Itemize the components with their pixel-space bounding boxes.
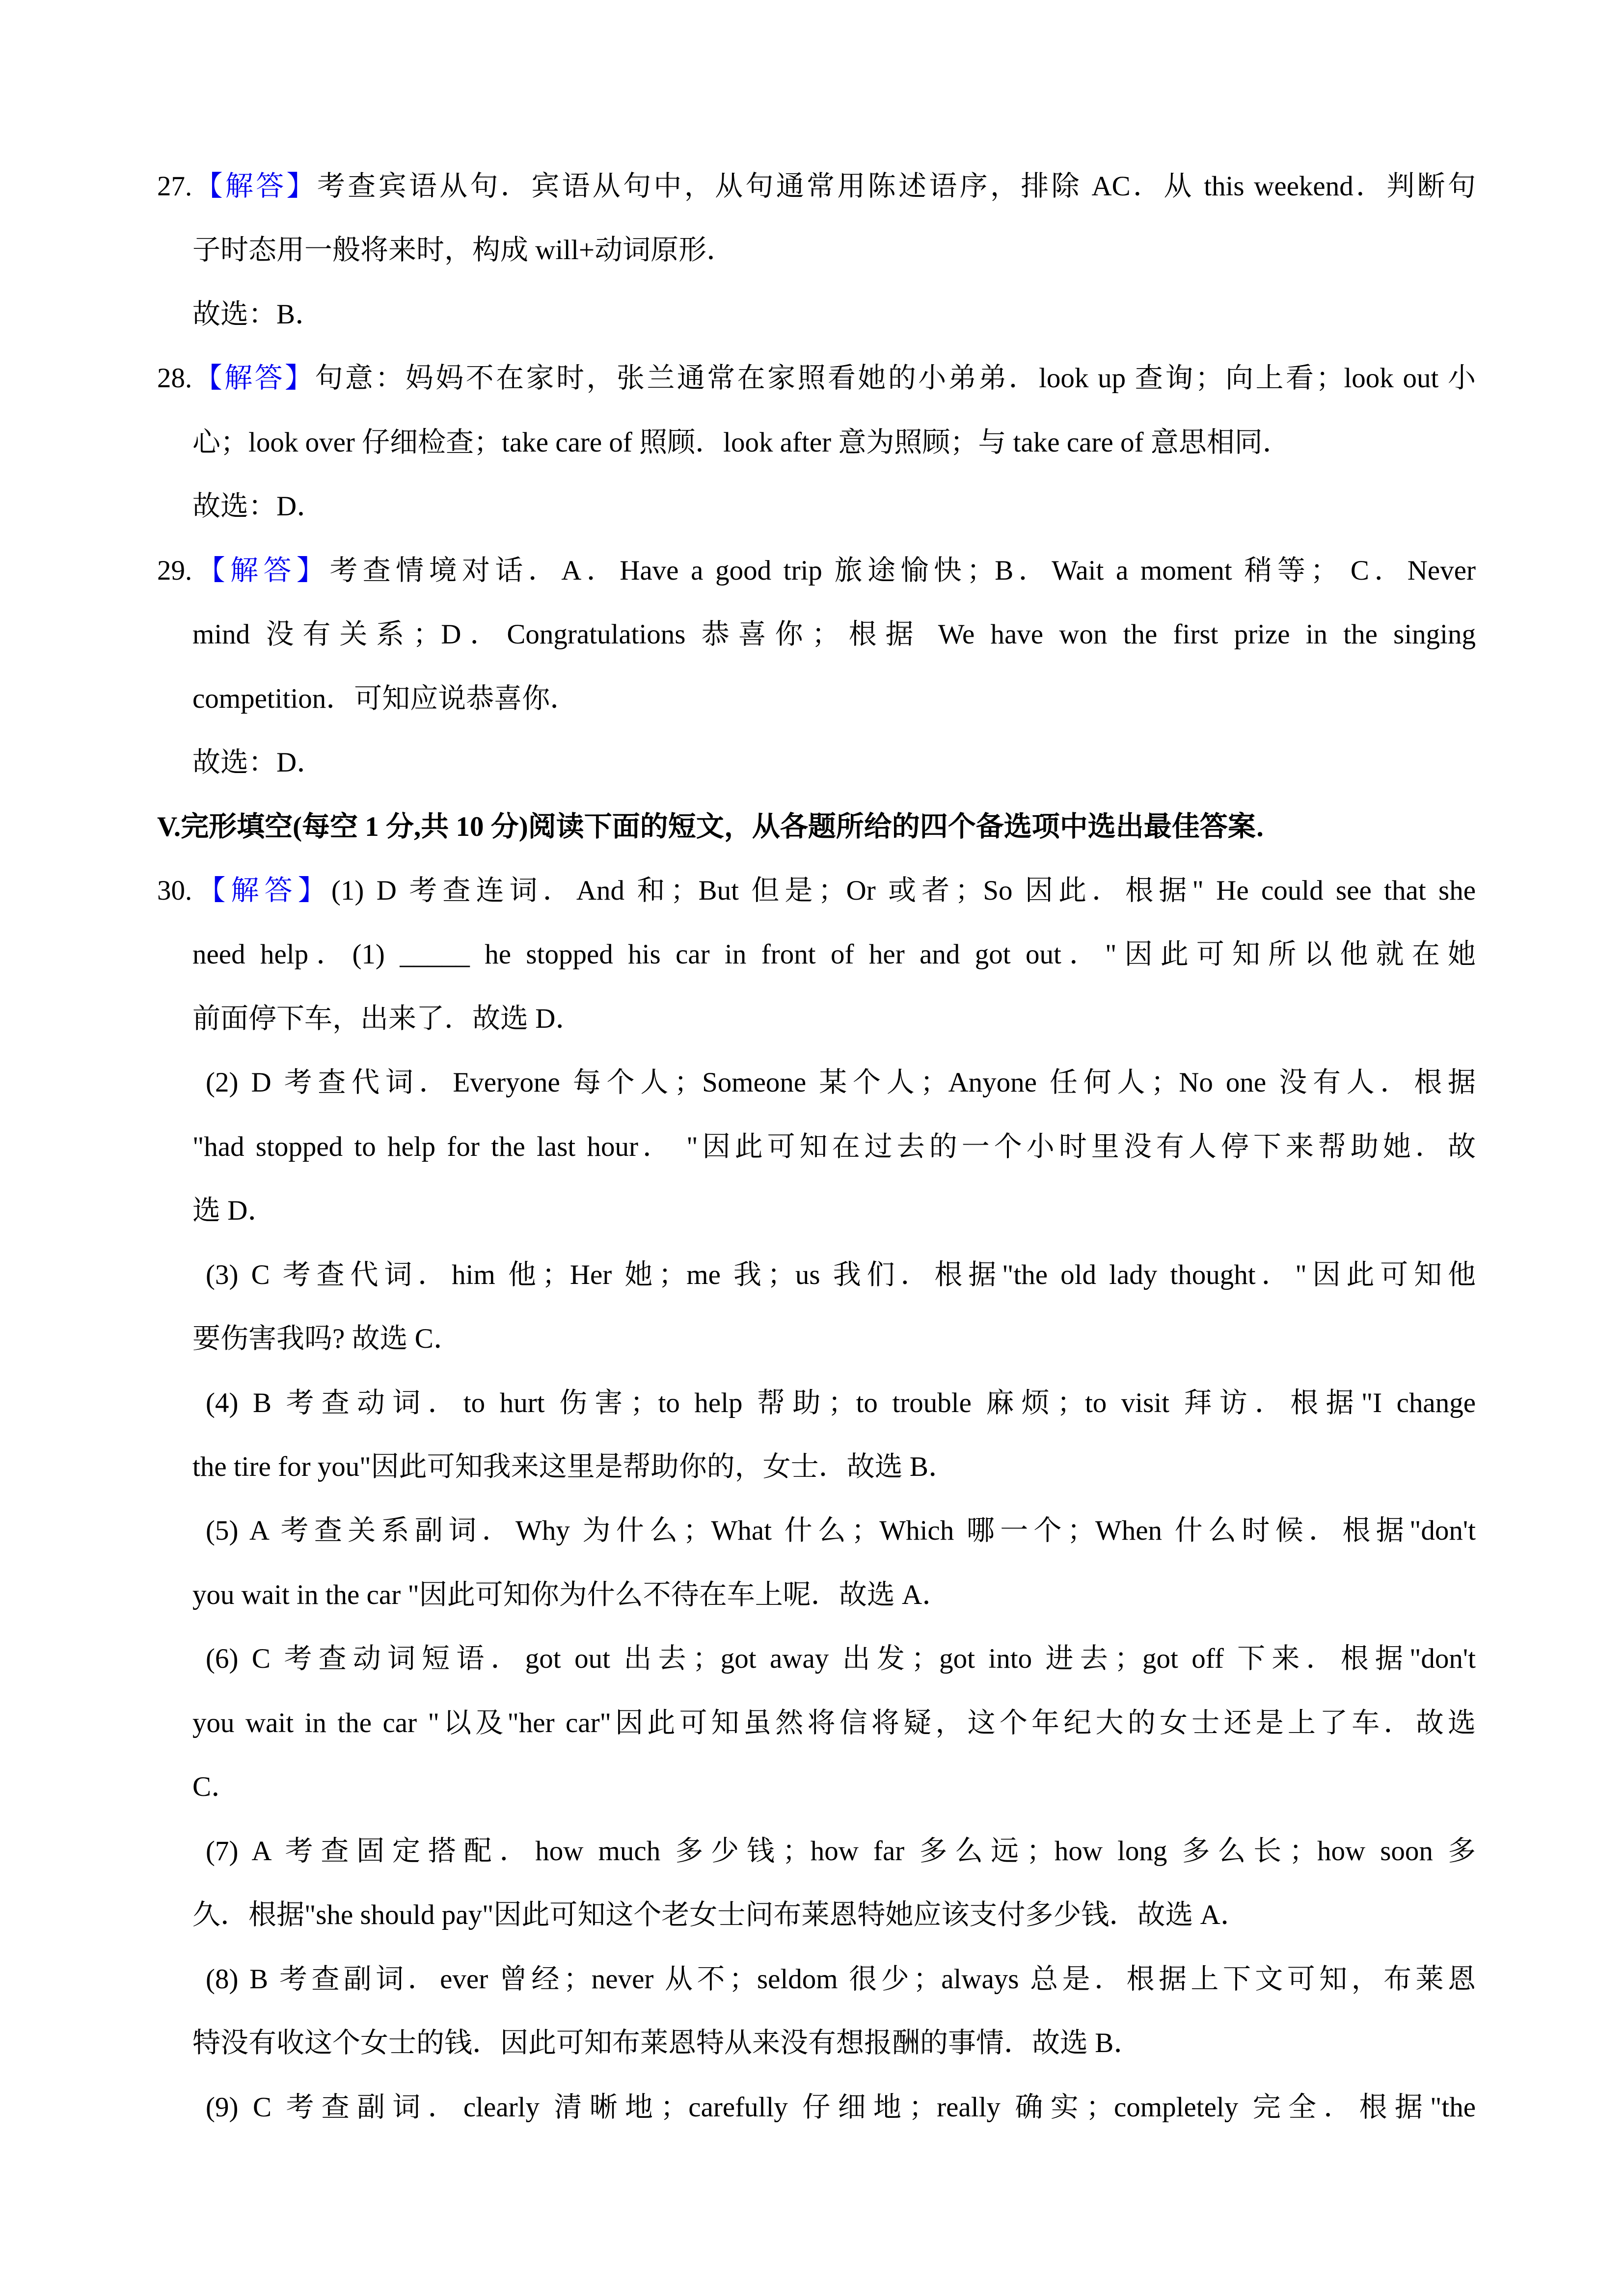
answer-text: 句意：妈妈不在家时，张兰通常在家照看她的小弟弟．look up 查询；向上看；look out 小	[315, 363, 1476, 394]
question-number: 29.	[157, 555, 192, 586]
answer-30-part-2-line-1: (2) D 考查代词．Everyone 每个人；Someone 某个人；Anyone 任何人；No one 没有人．根据	[206, 1067, 1476, 1098]
answer-30-part-7-line-2: 久．根据"she should pay"因此可知这个老女士问布莱恩特她应该支付多少钱．故选 A．	[192, 1899, 1248, 1930]
answer-30-part-6-line-1: (6) C 考查动词短语．got out 出去；got away 出发；got into 进去；got off 下来．根据"don't	[206, 1643, 1476, 1674]
answer-30-part-2-line-3: 选 D．	[192, 1195, 276, 1226]
answer-28-line-1	[157, 347, 1476, 410]
answer-label: 【解答】	[192, 171, 317, 202]
answer-30-part-3-line-2: 要伤害我吗? 故选 C．	[192, 1323, 461, 1354]
answer-29-result: 故选：D．	[192, 747, 325, 778]
answer-30-part-8-line-1: (8) B 考查副词．ever 曾经；never 从不；seldom 很少；always 总是．根据上下文可知，布莱恩	[206, 1964, 1476, 1995]
answer-29-line-3: competition．可知应说恭喜你．	[192, 683, 578, 714]
answer-30-part-1-line-3: 前面停下车，出来了．故选 D．	[192, 1003, 584, 1034]
question-number: 28.	[157, 363, 192, 394]
answer-30-part-3-line-1: (3) C 考查代词．him 他；Her 她；me 我；us 我们．根据"the old lady thought．"因此可知他	[206, 1259, 1476, 1290]
answer-text: (1) D 考查连词．And 和；But 但是；Or 或者；So 因此．根据" He could see that she	[331, 875, 1476, 906]
answer-30-part-1-line-1	[157, 859, 1476, 923]
answer-30-part-1-line-2: need help．(1) _____ he stopped his car in front of her and got out．"因此可知所以他就在她	[192, 939, 1476, 970]
answer-29-line-2: mind 没有关系；D．Congratulations 恭喜你；根据 We have won the first prize in the singing	[192, 619, 1476, 650]
answer-text: 考查宾语从句．宾语从句中，从句通常用陈述语序，排除 AC．从 this weekend．判断句	[317, 171, 1476, 202]
answer-label: 【解答】	[192, 875, 331, 906]
answer-30-part-6-line-3: C．	[192, 1771, 240, 1802]
answer-30-part-4-line-1: (4) B 考查动词．to hurt 伤害；to help 帮助；to trouble 麻烦；to visit 拜访．根据"I change	[206, 1388, 1476, 1418]
question-number: 27.	[157, 171, 192, 202]
section-heading: V.完形填空(每空 1 分,共 10 分)阅读下面的短文，从各题所给的四个备选项中选出最佳答案．	[157, 811, 1284, 842]
answer-28-line-2: 心；look over 仔细检查；take care of 照顾．look after 意为照顾；与 take care of 意思相同．	[192, 427, 1291, 458]
answer-label: 【解答】	[192, 555, 330, 586]
answer-27-line-1	[157, 155, 1476, 218]
answer-30-part-7-line-1: (7) A 考查固定搭配．how much 多少钱；how far 多么远；how long 多么长；how soon 多	[206, 1836, 1476, 1867]
answer-30-part-8-line-2: 特没有收这个女士的钱．因此可知布莱恩特从来没有想报酬的事情．故选 B．	[192, 2028, 1142, 2058]
question-number: 30.	[157, 875, 192, 906]
answer-30-part-5-line-1: (5) A 考查关系副词．Why 为什么；What 什么；Which 哪一个；When 什么时候．根据"don't	[206, 1515, 1476, 1546]
answer-29-line-1	[157, 539, 1476, 603]
answer-text: 考查情境对话．A．Have a good trip 旅途愉快；B．Wait a moment 稍等； C．Never	[329, 555, 1476, 586]
answer-28-result: 故选：D．	[192, 491, 325, 522]
answer-30-part-2-line-2: "had stopped to help for the last hour． "因此可知在过去的一个小时里没有人停下来帮助她．故	[192, 1131, 1476, 1162]
answer-30-part-9-line-1: (9) C 考查副词．clearly 清晰地；carefully 仔细地；really 确实；completely 完全．根据"the	[206, 2092, 1476, 2123]
answer-27-result: 故选：B．	[192, 299, 324, 330]
answer-30-part-6-line-2: you wait in the car "以及"her car"因此可知虽然将信将疑，这个年纪大的女士还是上了车．故选	[192, 1708, 1476, 1738]
answer-30-part-4-line-2: the tire for you"因此可知我来这里是帮助你的，女士．故选 B．	[192, 1451, 956, 1482]
answer-27-line-2: 子时态用一般将来时，构成 will+动词原形．	[192, 235, 735, 266]
answer-30-part-5-line-2: you wait in the car "因此可知你为什么不待在车上呢．故选 A．	[192, 1579, 950, 1610]
answer-label: 【解答】	[192, 363, 315, 394]
